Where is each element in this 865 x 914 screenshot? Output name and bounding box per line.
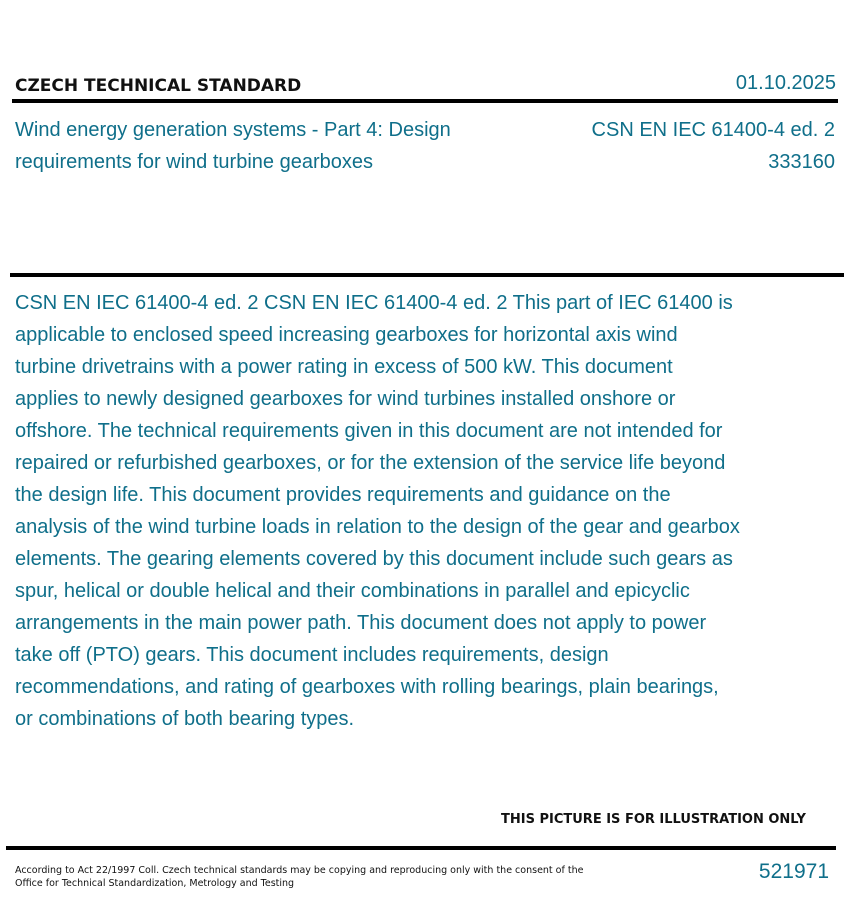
legal-notice: According to Act 22/1997 Coll. Czech technical standards may be copying and reproducing only with the consent of the Office for Technical Standardization, Metrology and Testing: [15, 865, 584, 889]
publication-date: 01.10.2025: [735, 72, 836, 94]
header-label: CZECH TECHNICAL STANDARD: [15, 76, 302, 96]
header-divider: [12, 99, 838, 103]
standard-identifiers: [592, 114, 835, 178]
footer-divider: [6, 846, 836, 850]
standard-code: CSN EN IEC 61400-4 ed. 2: [591, 119, 835, 141]
abstract-text: CSN EN IEC 61400-4 ed. 2 CSN EN IEC 61400-4 ed. 2 This part of IEC 61400 is applicable to enclosed speed increasing gearboxes for horizontal axis wind turbine drivetrains with a power rating in excess of 500 kW. This document applies to newly designed gearboxes for wind turbines installed onshore or offshore. The technical requirements given in this document are not intended for repaired or refurbished gearboxes, or for the extension of the service life beyond the design life. This document provides requirements and guidance on the analysis of the wind turbine loads in relation to the design of the gear and gearbox elements. The gearing elements covered by this document include such gears as spur, helical or double helical and their combinations in parallel and epicyclic arrangements in the main power path. This document does not apply to power take off (PTO) gears. This document includes requirements, design recommendations, and rating of gearboxes with rolling bearings, plain bearings, or combinations of both bearing types.: [15, 292, 740, 730]
footer-catalog-number: 521971: [758, 860, 829, 883]
document-title: Wind energy generation systems - Part 4: Design requirements for wind turbine gearboxes: [15, 119, 451, 173]
section-divider: [10, 273, 844, 277]
class-number: 333160: [768, 151, 835, 173]
illustration-note: THIS PICTURE IS FOR ILLUSTRATION ONLY: [501, 812, 806, 827]
